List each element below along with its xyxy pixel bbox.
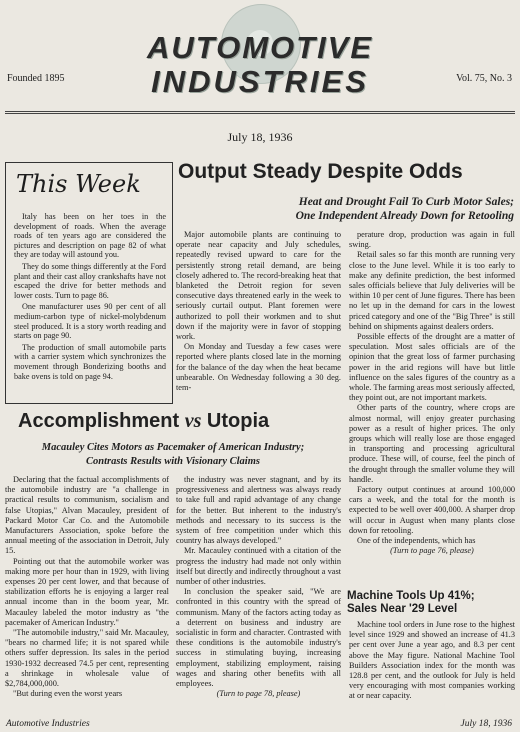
lead-column-2 xyxy=(349,230,515,557)
lead-paragraph: Factory output continues at around 100,000 cars a week, and the total for the month is expected to be well over 400,000. A sharper drop will occur in August when many plants close down for retooling. xyxy=(349,485,515,535)
lead-continued-note: (Turn to page 76, please) xyxy=(390,546,474,556)
masthead-title-line1: AUTOMOTIVE xyxy=(146,30,374,65)
masthead-rule-thin xyxy=(5,113,515,114)
machine-tools-column xyxy=(349,620,515,702)
founded-label: Founded 1895 xyxy=(7,73,65,84)
utopia-continued-note: (Turn to page 78, please) xyxy=(216,689,301,699)
utopia-column-2 xyxy=(176,475,341,699)
lead-paragraph: Possible effects of the drought are a matter of speculation. Most sales officials are of the opinion that the great loss of farmer purchasing power in the arid regions will have but little influence on the sales figures of the country as a whole. The farming areas most seriously affected, they point out, are not important markets. xyxy=(349,332,515,403)
utopia-headline-vs: vs xyxy=(184,410,202,432)
utopia-headline-part-a: Accomplishment xyxy=(18,410,185,432)
lead-column-1 xyxy=(176,230,341,393)
utopia-paragraph: Declaring that the factual accomplishments of the automobile industry are "a challenge in practical results to communism, socialism and false Utopias," Alvan Macauley, president of Packard Motor Car Co. and the Automobile Manufacturers Association, spoke before the annual meeting of the association in Detroit, July 15. xyxy=(5,475,169,556)
masthead xyxy=(0,0,520,112)
this-week-paragraph: The production of small automobile parts with a carrier system which synchronizes the movement through Bonderizing booths and bake ovens is told on page 94. xyxy=(14,342,166,381)
this-week-body xyxy=(14,212,166,383)
lead-subhead-1: Heat and Drought Fail To Curb Motor Sales; xyxy=(298,196,514,208)
utopia-column-1 xyxy=(5,475,169,699)
lead-subhead-2: One Independent Already Down for Retooling xyxy=(295,210,514,222)
utopia-headline-part-b: Utopia xyxy=(201,410,270,432)
lead-paragraph: Other parts of the country, where crops are almost normal, will enjoy greater purchasing power as a result of higher prices. The only groups which will really lose are those engaged in transporting and processing agricultural produce. These will, of course, feel the pinch of the drought through the smaller volume they will handle. xyxy=(349,403,515,484)
machine-tools-paragraph: Machine tool orders in June rose to the highest level since 1929 and showed an increase of 41.3 per cent over June a year ago, and 8.3 per cent above the May figure. National Machine Tool Builders Association index for the month was 128.8 per cent, and the outlook for July is held very encouraging with most companies working at or near capacity. xyxy=(349,620,515,701)
utopia-paragraph: the industry was never stagnant, and by its progressiveness and alertness was always ready to take full and rapid advantage of any change for the better. But inherent to the industry's methods and necessary to its success is the system of free competition under which this country has always developed." xyxy=(176,475,341,546)
lead-paragraph: On Monday and Tuesday a few cases were reported where plants closed late in the morning for the balance of the day when the heat became unbearable. On Wednesday following a 30 deg. tem- xyxy=(176,342,341,393)
utopia-paragraph: "The automobile industry," said Mr. Macauley, "bears no charmed life; it is not spared while others suffer depression. Its sales in the period 1930-1932 decreased 74.5 per cent, representing a shrinkage in wholesale value of $2,784,000,000. xyxy=(5,628,169,689)
utopia-subhead-2: Contrasts Results with Visionary Claims xyxy=(86,456,260,467)
utopia-paragraph: In conclusion the speaker said, "We are confronted in this country with the spread of communism. Many of the factors acting today as a deterrent on business and industry are socialistic in form and character. Contrasted with these conditions is the automobile industry's success in stimulating buying, increasing employment, stabilizing employment, raising wages and sharing other benefits with all employees. xyxy=(176,587,341,689)
machine-tools-headline xyxy=(347,590,475,616)
volume-label: Vol. 75, No. 3 xyxy=(456,73,512,84)
lead-paragraph: One of the independents, which has xyxy=(357,536,476,546)
lead-headline: Output Steady Despite Odds xyxy=(178,160,463,183)
utopia-subhead-1: Macauley Cites Motors as Pacemaker of American Industry; xyxy=(41,442,305,453)
this-week-paragraph: They do some things differently at the Ford plant and their cast alloy crankshafts have not escaped the drive for better methods and lower costs. Turn to page 86. xyxy=(14,261,166,300)
utopia-paragraph: "But during even the worst years xyxy=(13,689,123,699)
issue-date: July 18, 1936 xyxy=(227,130,293,144)
utopia-headline xyxy=(18,410,269,433)
this-week-paragraph: Italy has been on her toes in the development of roads. When the average roads of ten years ago are considered the pictures and description on page 82 of what they are today will astound you. xyxy=(14,212,166,260)
lead-paragraph: perature drop, production was again in full swing. xyxy=(349,230,515,250)
lead-paragraph: Retail sales so far this month are running very close to the June level. While it is too early to make any definite prediction, the best informed sales officials believe that July deliveries will be within 10 per cent of June figures. There has been no let up in the demand for cars in the lowest priced category and one of the "Big Three" is still behind on shipments against dealers orders. xyxy=(349,250,515,331)
utopia-paragraph: Pointing out that the automobile worker was making more per hour than in 1929, with living expenses 20 per cent lower, and that because of stabilization efforts he is enjoying a larger real annual income than in the boom year, Mr. Macauley labeled the motor industry as "the pacemaker of American Industry." xyxy=(5,556,169,627)
machine-tools-headline-line2: Sales Near '29 Level xyxy=(347,603,458,615)
machine-tools-headline-line1: Machine Tools Up 41%; xyxy=(347,590,475,602)
footer-date: July 18, 1936 xyxy=(460,719,512,729)
utopia-paragraph: Mr. Macauley continued with a citation of the progress the industry had made not only within itself but directly and indirectly throughout a vast number of other industries. xyxy=(176,546,341,587)
masthead-title-line2: INDUSTRIES xyxy=(151,64,369,99)
masthead-rule xyxy=(5,111,515,112)
this-week-paragraph: One manufacturer uses 90 per cent of all medium-carbon type of nickel-molybdenum steel produced. It is a story worth reading and starts on page 90. xyxy=(14,302,166,341)
lead-paragraph: Major automobile plants are continuing to operate near capacity and July schedules, repeatedly revised upward to care for the persistently strong retail demand, are being closely adhered to. The record-breaking heat that blanketed the Detroit region for seven consecutive days threatened early in the week to seriously curtail output. Plant foremen were authorized to poll their workmen and to shut down if the majority were in favor of stopping work. xyxy=(176,230,341,342)
footer-publication: Automotive Industries xyxy=(6,719,90,729)
this-week-title: This Week xyxy=(16,170,141,198)
